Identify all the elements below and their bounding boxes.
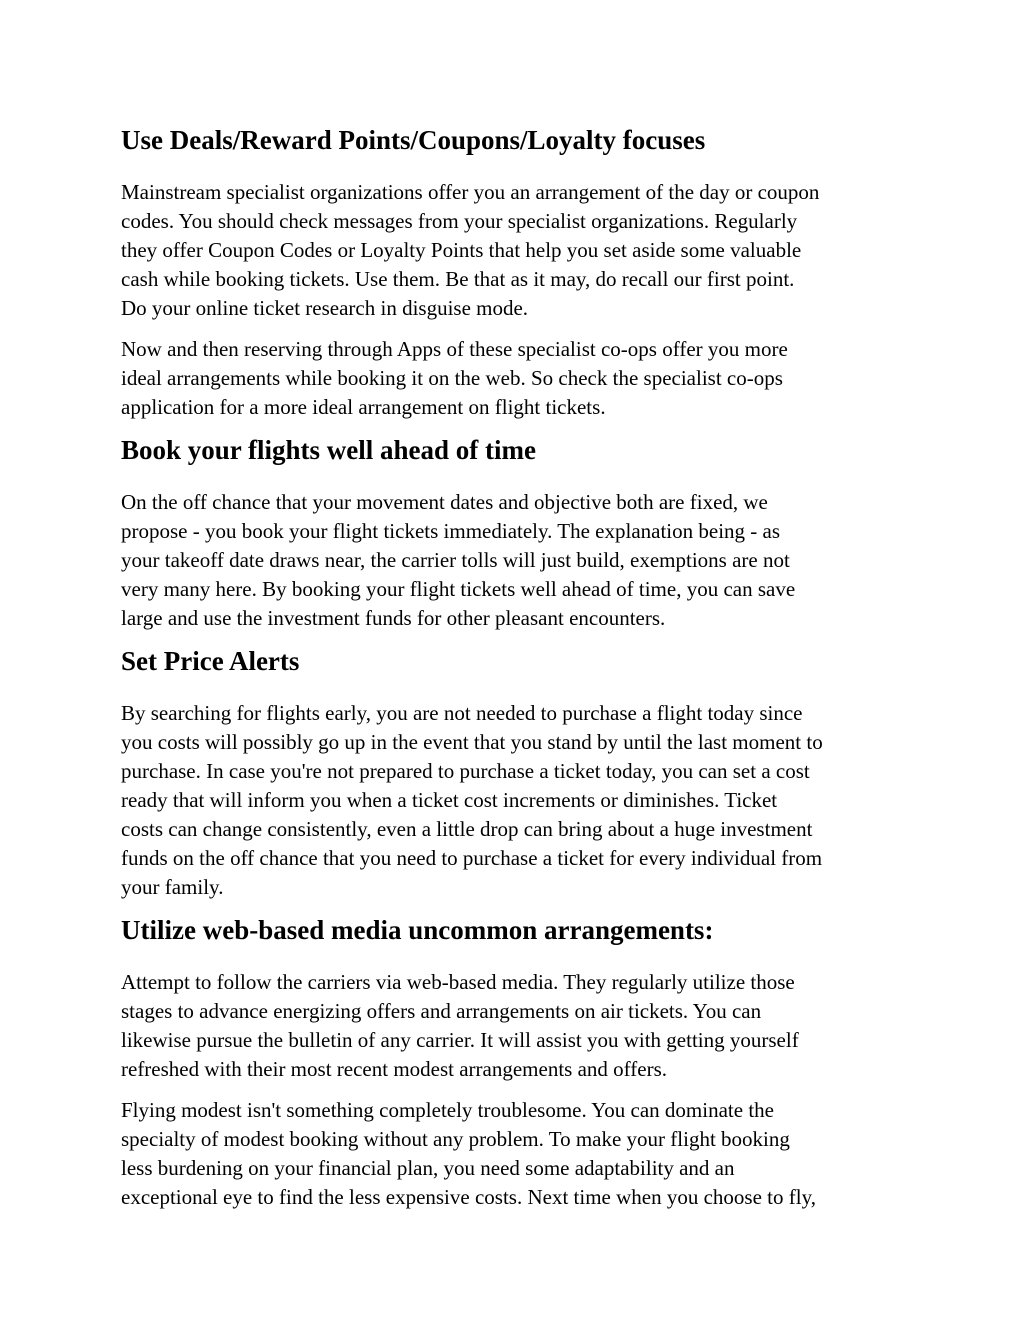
text-line: your takeoff date draws near, the carrier tolls will just build, exemptions are not [121, 548, 790, 572]
text-line: On the off chance that your movement dates and objective both are fixed, we [121, 490, 768, 514]
text-line: By searching for flights early, you are not needed to purchase a flight today since [121, 701, 803, 725]
paragraph-price-alerts [121, 699, 921, 902]
paragraph-deals-1 [121, 178, 921, 323]
text-line: costs can change consistently, even a little drop can bring about a huge investment [121, 817, 813, 841]
text-line: likewise pursue the bulletin of any carrier. It will assist you with getting yourself [121, 1028, 799, 1052]
text-line: exceptional eye to find the less expensive costs. Next time when you choose to fly, [121, 1185, 816, 1209]
text-line: refreshed with their most recent modest arrangements and offers. [121, 1057, 667, 1081]
text-line: Do your online ticket research in disguise mode. [121, 296, 529, 320]
text-line: you costs will possibly go up in the event that you stand by until the last moment to [121, 730, 823, 754]
paragraph-book-ahead [121, 488, 921, 633]
text-line: codes. You should check messages from your specialist organizations. Regularly [121, 209, 798, 233]
text-line: very many here. By booking your flight tickets well ahead of time, you can save [121, 577, 796, 601]
text-line: specialty of modest booking without any problem. To make your flight booking [121, 1127, 790, 1151]
text-line: Attempt to follow the carriers via web-based media. They regularly utilize those [121, 970, 795, 994]
text-line: cash while booking tickets. Use them. Be that as it may, do recall our first point. [121, 267, 795, 291]
text-line: application for a more ideal arrangement on flight tickets. [121, 395, 606, 419]
paragraph-social-media-1 [121, 968, 921, 1084]
paragraph-social-media-2 [121, 1096, 921, 1212]
text-line: stages to advance energizing offers and arrangements on air tickets. You can [121, 999, 762, 1023]
text-line: less burdening on your financial plan, you need some adaptability and an [121, 1156, 735, 1180]
section-heading-price-alerts: Set Price Alerts [121, 646, 300, 676]
text-line: propose - you book your flight tickets immediately. The explanation being - as [121, 519, 781, 543]
document-page [121, 118, 921, 1212]
text-line: funds on the off chance that you need to purchase a ticket for every individual from [121, 846, 823, 870]
text-line: ideal arrangements while booking it on the web. So check the specialist co-ops [121, 366, 783, 390]
text-line: purchase. In case you're not prepared to purchase a ticket today, you can set a cost [121, 759, 810, 783]
text-line: ready that will inform you when a ticket cost increments or diminishes. Ticket [121, 788, 778, 812]
section-heading-book-ahead: Book your flights well ahead of time [121, 435, 537, 465]
text-line: Flying modest isn't something completely troublesome. You can dominate the [121, 1098, 774, 1122]
text-line: Mainstream specialist organizations offer you an arrangement of the day or coupon [121, 180, 820, 204]
text-line: your family. [121, 875, 224, 899]
section-heading-deals: Use Deals/Reward Points/Coupons/Loyalty focuses [121, 125, 706, 155]
section-heading-social-media: Utilize web-based media uncommon arrangements: [121, 915, 714, 945]
text-line: Now and then reserving through Apps of these specialist co-ops offer you more [121, 337, 788, 361]
text-line: large and use the investment funds for other pleasant encounters. [121, 606, 666, 630]
paragraph-deals-2 [121, 335, 921, 422]
text-line: they offer Coupon Codes or Loyalty Points that help you set aside some valuable [121, 238, 802, 262]
